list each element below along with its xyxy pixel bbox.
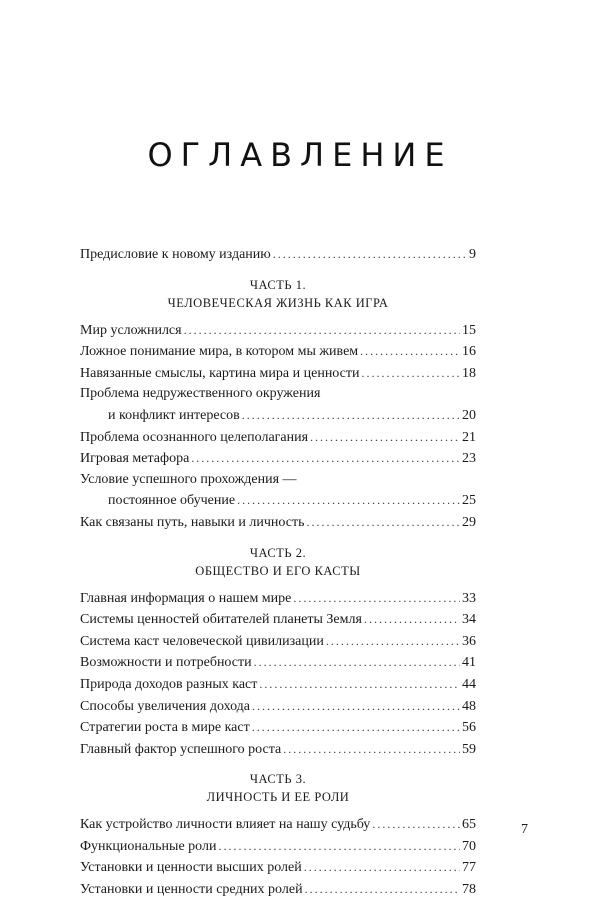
entry-page: 36 [462, 633, 476, 649]
entry-text: Предисловие к новому изданию [80, 247, 271, 262]
part-label: ЧАСТЬ 2. [249, 545, 307, 560]
dot-leader [184, 320, 460, 341]
dot-leader [191, 448, 460, 469]
entry-text: Система каст человеческой цивилизации [80, 633, 324, 649]
entry-text: и конфликт интересов [108, 407, 240, 423]
page-number: 7 [521, 822, 528, 837]
entry-page: 25 [462, 493, 476, 509]
toc-entry [80, 427, 476, 449]
part-title: ЛИЧНОСТЬ И ЕЕ РОЛИ [206, 790, 350, 805]
dot-leader [218, 836, 460, 857]
table-of-contents [80, 244, 476, 901]
entry-text: Способы увеличения дохода [80, 698, 250, 714]
part-title: ОБЩЕСТВО И ЕГО КАСТЫ [195, 563, 361, 578]
entry-text-first-line: Условие успешного прохождения — [80, 471, 297, 487]
toc-entry [80, 448, 476, 470]
dot-leader [259, 674, 460, 695]
dot-leader [306, 512, 460, 533]
entry-page: 41 [462, 655, 476, 671]
entry-text: Главная информация о нашем мире [80, 590, 292, 606]
entry-page: 34 [462, 612, 476, 628]
page-title: ОГЛАВЛЕНИЕ [147, 136, 453, 174]
dot-leader [310, 427, 460, 448]
dot-leader [372, 814, 460, 835]
entry-text: Функциональные роли [80, 838, 217, 854]
toc-entry [80, 363, 476, 385]
entry-text: Установки и ценности высших ролей [80, 860, 302, 876]
entry-text: Природа доходов разных каст [80, 676, 258, 692]
dot-leader [252, 717, 460, 738]
part-label: ЧАСТЬ 3. [249, 772, 307, 787]
toc-entry [80, 696, 476, 718]
dot-leader [242, 405, 460, 426]
entry-text-first-line: Проблема недружественного окружения [80, 386, 321, 402]
entry-text: Как связаны путь, навыки и личность [80, 514, 305, 530]
part-label: ЧАСТЬ 1. [249, 277, 307, 292]
toc-parts [80, 276, 476, 901]
toc-entry [80, 405, 476, 427]
toc-entry-preface [80, 244, 476, 266]
entry-page: 44 [462, 676, 476, 692]
entry-text: Установки и ценности средних ролей [80, 882, 303, 898]
entry-text: Как устройство личности влияет на нашу судьбу [80, 817, 371, 833]
entry-page: 18 [462, 365, 476, 381]
entry-page: 59 [462, 741, 476, 757]
entry-text: Игровая метафора [80, 451, 190, 467]
toc-entry [80, 588, 476, 610]
entry-text: Мир усложнился [80, 322, 182, 338]
entry-page: 78 [462, 882, 476, 898]
toc-entry [80, 341, 476, 363]
dot-leader [293, 588, 460, 609]
toc-entry [80, 814, 476, 836]
toc-entry [80, 490, 476, 512]
entry-page: 70 [462, 838, 476, 854]
entry-page: 16 [462, 344, 476, 360]
entry-page: 48 [462, 698, 476, 714]
entry-page: 20 [462, 407, 476, 423]
toc-entry [80, 320, 476, 342]
entry-text: Навязанные смыслы, картина мира и ценности [80, 365, 360, 381]
dot-leader [304, 857, 460, 878]
entry-page: 9 [469, 247, 476, 262]
entry-page: 65 [462, 817, 476, 833]
entry-page: 33 [462, 590, 476, 606]
toc-entry [80, 652, 476, 674]
dot-leader [252, 696, 460, 717]
dot-leader [273, 244, 467, 265]
toc-entry [80, 674, 476, 696]
toc-entry [80, 739, 476, 761]
dot-leader [364, 609, 460, 630]
toc-entry [80, 631, 476, 653]
entry-page: 56 [462, 720, 476, 736]
dot-leader [237, 490, 460, 511]
entry-text: Проблема осознанного целеполагания [80, 429, 309, 445]
entry-text: постоянное обучение [108, 493, 236, 509]
dot-leader [360, 341, 460, 362]
toc-entry [80, 857, 476, 879]
toc-entry [80, 717, 476, 739]
toc-entry [80, 609, 476, 631]
part-title: ЧЕЛОВЕЧЕСКАЯ ЖИЗНЬ КАК ИГРА [167, 295, 389, 310]
entry-text: Стратегии роста в мире каст [80, 720, 250, 736]
entry-text: Главный фактор успешного роста [80, 741, 282, 757]
dot-leader [305, 879, 460, 900]
entry-page: 29 [462, 514, 476, 530]
entry-text: Системы ценностей обитателей планеты Земля [80, 612, 362, 628]
dot-leader [283, 739, 460, 760]
entry-page: 15 [462, 322, 476, 338]
dot-leader [326, 631, 460, 652]
entry-text: Возможности и потребности [80, 655, 252, 671]
entry-page: 77 [462, 860, 476, 876]
entry-text: Ложное понимание мира, в котором мы живем [80, 344, 359, 360]
toc-entry [80, 836, 476, 858]
toc-entry [80, 512, 476, 534]
entry-page: 23 [462, 451, 476, 467]
dot-leader [361, 363, 460, 384]
dot-leader [254, 652, 460, 673]
toc-entry [80, 879, 476, 901]
entry-page: 21 [462, 429, 476, 445]
